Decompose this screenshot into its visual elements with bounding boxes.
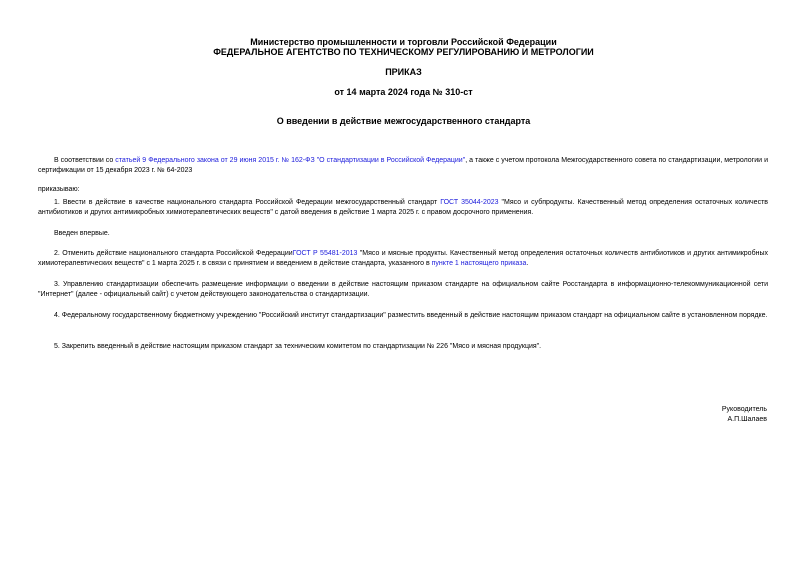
item-2-paragraph [38,249,768,269]
item-2-text-2: "Мясо и мясные продукты. Качественный метод определения остаточных количеств антибиотиков и других антимикробных химиотерапевтических веществ" с 1 марта 2025 г. в связи с принятием и введением в действие стандарта, указанного в [38,250,768,267]
order-word: приказываю: [38,186,80,193]
clause-1-link[interactable]: пункте 1 настоящего приказа [431,260,527,267]
item-1-paragraph [38,198,768,218]
gost-r-55481-link[interactable]: ГОСТ Р 55481-2013 [292,250,358,257]
document-title: О введении в действие межгосударственного стандарта [276,116,531,126]
document-date-number: от 14 марта 2024 года № 310-ст [334,87,473,97]
introduced-first-time: Введен впервые. [54,230,110,237]
gost-35044-link[interactable]: ГОСТ 35044-2023 [440,199,499,206]
signatory-name: А.П.Шалаев [727,416,767,423]
agency-name: ФЕДЕРАЛЬНОЕ АГЕНТСТВО ПО ТЕХНИЧЕСКОМУ РЕГУЛИРОВАНИЮ И МЕТРОЛОГИИ [213,47,594,57]
intro-paragraph [38,156,768,176]
item-2-text-3: . [526,260,529,267]
intro-text-2: , а также с учетом протокола Межгосударственного совета по стандартизации, метрологии и сертификации от 15 декабря 2023 г. № 64-2023 [38,157,768,174]
item-1-text-2: "Мясо и субпродукты. Качественный метод определения остаточных количеств антибиотиков и других антимикробных химиотерапевтических веществ" с датой введения в действие 1 марта 2025 г. с правом досрочного применения. [38,199,768,216]
federal-law-link[interactable]: статьей 9 Федерального закона от 29 июня 2015 г. № 162-ФЗ "О стандартизации в Российской Федерации" [115,157,466,164]
signatory-position: Руководитель [721,406,767,413]
intro-text-1: В соответствии со [54,157,116,164]
document-type: ПРИКАЗ [385,67,422,77]
item-3-paragraph: 3. Управлению стандартизации обеспечить размещение информации о введении в действие настоящим приказом стандарте на официальном сайте Росстандарта в информационно-телекоммуникационной сети "Интернет" (далее - официальный сайт) с учетом действующего законодательства о стандартизации. [38,281,768,298]
item-1-text-1: 1. Ввести в действие в качестве национального стандарта Российской Федерации межгосударственный стандарт [54,199,441,206]
item-2-text-1: 2. Отменить действие национального стандарта Российской Федерации [54,250,293,257]
item-4-paragraph: 4. Федеральному государственному бюджетному учреждению "Российский институт стандартизации" разместить введенный в действие настоящим приказом стандарт на официальном сайте в установленном порядке. [54,312,768,319]
item-5-paragraph: 5. Закрепить введенный в действие настоящим приказом стандарт за техническим комитетом по стандартизации № 226 "Мясо и мясная продукция". [54,343,542,350]
ministry-name: Министерство промышленности и торговли Российской Федерации [250,37,557,47]
